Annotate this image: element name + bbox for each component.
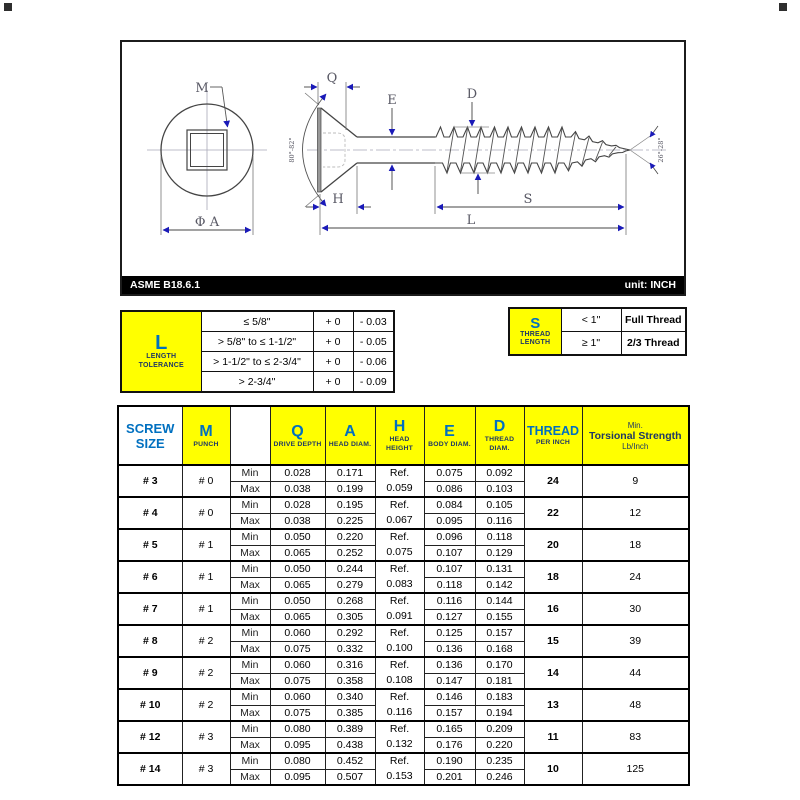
header-e-symbol: E <box>444 422 455 440</box>
s-symbol: S <box>530 314 541 332</box>
d-max-cell: 0.116 <box>475 513 524 529</box>
min-label-cell: Min <box>230 625 270 641</box>
thread-per-inch-cell: 11 <box>524 721 582 753</box>
h-ref-cell <box>375 721 424 753</box>
q-max-cell: 0.065 <box>270 577 325 593</box>
max-label-cell: Max <box>230 705 270 721</box>
header-strength-bottom: Lb/Inch <box>622 441 649 451</box>
tolerance-plus: + 0 <box>313 352 353 372</box>
a-min-cell: 0.171 <box>325 465 375 481</box>
corner-mark-left <box>4 3 12 11</box>
punch-size-cell: # 3 <box>182 721 230 753</box>
thread-per-inch-cell: 18 <box>524 561 582 593</box>
thread-per-inch-cell: 24 <box>524 465 582 497</box>
header-q-drive-depth <box>270 406 325 465</box>
spec-header-row <box>118 406 689 465</box>
e-max-cell: 0.095 <box>424 513 475 529</box>
thread-per-inch-cell: 15 <box>524 625 582 657</box>
l-symbol: L <box>155 332 168 354</box>
thread-per-inch-cell: 13 <box>524 689 582 721</box>
torsional-strength-cell: 12 <box>582 497 689 529</box>
header-e-body-diam <box>424 406 475 465</box>
d-min-cell: 0.209 <box>475 721 524 737</box>
d-min-cell: 0.092 <box>475 465 524 481</box>
standard-name: ASME B18.6.1 <box>130 279 201 291</box>
spec-row-min <box>118 593 689 609</box>
punch-size-cell: # 2 <box>182 689 230 721</box>
corner-mark-right <box>779 3 787 11</box>
d-max-cell: 0.246 <box>475 769 524 785</box>
q-min-cell: 0.050 <box>270 593 325 609</box>
thread-length-symbol-cell <box>509 308 561 355</box>
min-label-cell: Min <box>230 753 270 769</box>
header-strength-mid: Torsional Strength <box>588 429 682 442</box>
min-label-cell: Min <box>230 657 270 673</box>
h-ref-value: 0.100 <box>386 642 413 654</box>
thread-per-inch-cell: 22 <box>524 497 582 529</box>
s-title-line1: THREAD <box>520 330 551 338</box>
h-ref-value: 0.083 <box>386 578 413 590</box>
a-min-cell: 0.316 <box>325 657 375 673</box>
h-ref-cell <box>375 689 424 721</box>
length-range: > 1-1/2" to ≤ 2-3/4" <box>201 352 313 372</box>
e-min-cell: 0.107 <box>424 561 475 577</box>
tolerance-minus: - 0.09 <box>353 372 394 393</box>
screw-size-cell: # 8 <box>118 625 182 657</box>
e-min-cell: 0.125 <box>424 625 475 641</box>
a-min-cell: 0.340 <box>325 689 375 705</box>
thread-range: ≥ 1" <box>561 332 621 356</box>
min-label-cell: Min <box>230 593 270 609</box>
spec-row-min <box>118 753 689 769</box>
max-label-cell: Max <box>230 577 270 593</box>
d-max-cell: 0.142 <box>475 577 524 593</box>
torsional-strength-cell: 30 <box>582 593 689 625</box>
e-max-cell: 0.127 <box>424 609 475 625</box>
torsional-strength-cell: 44 <box>582 657 689 689</box>
min-label-cell: Min <box>230 721 270 737</box>
a-max-cell: 0.225 <box>325 513 375 529</box>
spec-row-min <box>118 465 689 481</box>
q-min-cell: 0.050 <box>270 561 325 577</box>
e-max-cell: 0.147 <box>424 673 475 689</box>
e-min-cell: 0.165 <box>424 721 475 737</box>
e-min-cell: 0.190 <box>424 753 475 769</box>
tolerance-minus: - 0.03 <box>353 311 394 332</box>
a-max-cell: 0.332 <box>325 641 375 657</box>
header-h-symbol: H <box>393 418 406 435</box>
h-ref-cell <box>375 465 424 497</box>
d-min-cell: 0.131 <box>475 561 524 577</box>
a-min-cell: 0.292 <box>325 625 375 641</box>
min-label-cell: Min <box>230 689 270 705</box>
spec-row-min <box>118 497 689 513</box>
head-top-view <box>147 81 267 235</box>
max-label-cell: Max <box>230 481 270 497</box>
label-head-angle: 80°-82° <box>288 137 296 163</box>
head-flat-edge <box>318 108 322 192</box>
header-m-sub: PUNCH <box>193 440 219 448</box>
header-strength-top: Min. <box>627 420 643 430</box>
header-torsional-strength <box>582 406 689 465</box>
h-ref-cell <box>375 625 424 657</box>
punch-size-cell: # 0 <box>182 465 230 497</box>
tolerance-plus: + 0 <box>313 332 353 352</box>
min-label-cell: Min <box>230 529 270 545</box>
spec-row-min <box>118 657 689 673</box>
header-e-sub: BODY DIAM. <box>428 440 471 448</box>
e-max-cell: 0.136 <box>424 641 475 657</box>
screw-size-cell: # 14 <box>118 753 182 785</box>
a-min-cell: 0.195 <box>325 497 375 513</box>
max-label-cell: Max <box>230 673 270 689</box>
q-min-cell: 0.060 <box>270 657 325 673</box>
header-m-punch <box>182 406 230 465</box>
a-max-cell: 0.358 <box>325 673 375 689</box>
length-tolerance-row <box>121 311 394 332</box>
a-max-cell: 0.305 <box>325 609 375 625</box>
header-d-symbol: D <box>493 418 506 435</box>
h-ref-label: Ref. <box>389 755 410 767</box>
screw-size-cell: # 12 <box>118 721 182 753</box>
e-max-cell: 0.157 <box>424 705 475 721</box>
q-min-cell: 0.028 <box>270 497 325 513</box>
h-ref-cell <box>375 497 424 529</box>
header-h-head-height <box>375 406 424 465</box>
d-min-cell: 0.118 <box>475 529 524 545</box>
torsional-strength-cell: 9 <box>582 465 689 497</box>
q-min-cell: 0.050 <box>270 529 325 545</box>
d-min-cell: 0.235 <box>475 753 524 769</box>
thread-length-row <box>509 308 686 332</box>
label-phi-a: Φ A <box>194 215 220 230</box>
punch-size-cell: # 1 <box>182 529 230 561</box>
e-max-cell: 0.201 <box>424 769 475 785</box>
length-range: > 2-3/4" <box>201 372 313 393</box>
h-ref-value: 0.116 <box>386 706 413 718</box>
label-e: E <box>387 93 397 108</box>
torsional-strength-cell: 18 <box>582 529 689 561</box>
header-q-sub: DRIVE DEPTH <box>273 440 322 448</box>
min-label-cell: Min <box>230 497 270 513</box>
label-s: S <box>523 192 533 207</box>
d-min-cell: 0.144 <box>475 593 524 609</box>
screw-size-cell: # 5 <box>118 529 182 561</box>
q-max-cell: 0.075 <box>270 641 325 657</box>
a-max-cell: 0.385 <box>325 705 375 721</box>
max-label-cell: Max <box>230 545 270 561</box>
spec-row-min <box>118 721 689 737</box>
h-ref-label: Ref. <box>389 659 410 671</box>
h-ref-label: Ref. <box>389 531 410 543</box>
a-min-cell: 0.452 <box>325 753 375 769</box>
spec-table-body <box>118 465 689 785</box>
tolerance-plus: + 0 <box>313 372 353 393</box>
h-ref-label: Ref. <box>389 499 410 511</box>
max-label-cell: Max <box>230 513 270 529</box>
q-max-cell: 0.038 <box>270 481 325 497</box>
h-ref-label: Ref. <box>389 691 410 703</box>
header-d-thread-diam <box>475 406 524 465</box>
thread-length-table <box>508 307 687 356</box>
header-d-sub: THREAD DIAM. <box>484 436 515 452</box>
e-max-cell: 0.107 <box>424 545 475 561</box>
header-a-head-diam <box>325 406 375 465</box>
a-min-cell: 0.244 <box>325 561 375 577</box>
a-max-cell: 0.252 <box>325 545 375 561</box>
spec-row-min <box>118 689 689 705</box>
screw-spec-table <box>117 405 690 786</box>
h-ref-cell <box>375 561 424 593</box>
e-min-cell: 0.146 <box>424 689 475 705</box>
q-min-cell: 0.060 <box>270 625 325 641</box>
thread-rule: Full Thread <box>621 308 686 332</box>
spec-row-min <box>118 529 689 545</box>
e-max-cell: 0.176 <box>424 737 475 753</box>
torsional-strength-cell: 48 <box>582 689 689 721</box>
d-max-cell: 0.194 <box>475 705 524 721</box>
screw-side-view <box>288 71 667 235</box>
d-min-cell: 0.157 <box>475 625 524 641</box>
d-min-cell: 0.183 <box>475 689 524 705</box>
thread-per-inch-cell: 14 <box>524 657 582 689</box>
spec-row-min <box>118 561 689 577</box>
h-ref-value: 0.132 <box>386 738 413 750</box>
e-min-cell: 0.136 <box>424 657 475 673</box>
punch-size-cell: # 3 <box>182 753 230 785</box>
h-ref-label: Ref. <box>389 723 410 735</box>
max-label-cell: Max <box>230 641 270 657</box>
max-label-cell: Max <box>230 737 270 753</box>
q-max-cell: 0.095 <box>270 769 325 785</box>
h-ref-cell <box>375 753 424 785</box>
screw-size-cell: # 6 <box>118 561 182 593</box>
h-ref-value: 0.067 <box>386 514 413 526</box>
punch-size-cell: # 1 <box>182 561 230 593</box>
e-min-cell: 0.075 <box>424 465 475 481</box>
length-range: > 5/8" to ≤ 1-1/2" <box>201 332 313 352</box>
h-ref-label: Ref. <box>389 627 410 639</box>
q-max-cell: 0.065 <box>270 545 325 561</box>
q-min-cell: 0.080 <box>270 721 325 737</box>
punch-size-cell: # 0 <box>182 497 230 529</box>
a-min-cell: 0.389 <box>325 721 375 737</box>
d-min-cell: 0.170 <box>475 657 524 673</box>
length-tolerance-table <box>120 310 395 393</box>
min-label-cell: Min <box>230 465 270 481</box>
thread-range: < 1" <box>561 308 621 332</box>
h-ref-value: 0.075 <box>386 546 413 558</box>
screw-size-cell: # 3 <box>118 465 182 497</box>
torsional-strength-cell: 125 <box>582 753 689 785</box>
torsional-strength-cell: 83 <box>582 721 689 753</box>
punch-size-cell: # 2 <box>182 657 230 689</box>
header-thread-sub: PER INCH <box>535 439 571 446</box>
e-min-cell: 0.084 <box>424 497 475 513</box>
d-min-cell: 0.105 <box>475 497 524 513</box>
min-label-cell: Min <box>230 561 270 577</box>
e-min-cell: 0.116 <box>424 593 475 609</box>
technical-drawing-panel <box>120 40 686 296</box>
screw-size-cell: # 10 <box>118 689 182 721</box>
d-max-cell: 0.168 <box>475 641 524 657</box>
screw-size-cell: # 7 <box>118 593 182 625</box>
h-ref-label: Ref. <box>389 595 410 607</box>
max-label-cell: Max <box>230 769 270 785</box>
h-ref-value: 0.153 <box>386 770 413 782</box>
a-min-cell: 0.268 <box>325 593 375 609</box>
header-screw-size: SCREW SIZE <box>118 406 182 465</box>
a-min-cell: 0.220 <box>325 529 375 545</box>
label-q: Q <box>326 71 338 86</box>
h-ref-label: Ref. <box>389 467 410 479</box>
h-ref-value: 0.091 <box>386 610 413 622</box>
h-ref-value: 0.059 <box>386 482 413 494</box>
thread-rule: 2/3 Thread <box>621 332 686 356</box>
punch-size-cell: # 1 <box>182 593 230 625</box>
q-min-cell: 0.080 <box>270 753 325 769</box>
length-tolerance-symbol-cell <box>121 311 201 392</box>
label-m: M <box>195 81 209 96</box>
s-title-line2: LENGTH <box>520 339 551 346</box>
torsional-strength-cell: 24 <box>582 561 689 593</box>
e-max-cell: 0.086 <box>424 481 475 497</box>
q-max-cell: 0.095 <box>270 737 325 753</box>
torsional-strength-cell: 39 <box>582 625 689 657</box>
q-max-cell: 0.075 <box>270 673 325 689</box>
h-ref-cell <box>375 657 424 689</box>
screw-size-cell: # 4 <box>118 497 182 529</box>
l-title-line2: TOLERANCE <box>138 361 184 369</box>
q-min-cell: 0.060 <box>270 689 325 705</box>
tolerance-minus: - 0.05 <box>353 332 394 352</box>
max-label-cell: Max <box>230 609 270 625</box>
thread-per-inch-cell: 20 <box>524 529 582 561</box>
label-l: L <box>466 213 476 228</box>
label-point-angle: 26°-28° <box>657 137 665 163</box>
header-thread-symbol: THREAD <box>526 424 580 438</box>
h-ref-label: Ref. <box>389 563 410 575</box>
punch-size-cell: # 2 <box>182 625 230 657</box>
header-minmax-spacer <box>230 406 270 465</box>
thread-per-inch-cell: 16 <box>524 593 582 625</box>
label-h: H <box>332 192 344 207</box>
label-d: D <box>466 87 478 102</box>
l-title-line1: LENGTH <box>146 353 177 360</box>
h-ref-cell <box>375 593 424 625</box>
h-ref-cell <box>375 529 424 561</box>
q-max-cell: 0.065 <box>270 609 325 625</box>
e-min-cell: 0.096 <box>424 529 475 545</box>
d-max-cell: 0.103 <box>475 481 524 497</box>
screw-size-cell: # 9 <box>118 657 182 689</box>
length-range: ≤ 5/8" <box>201 311 313 332</box>
spec-row-min <box>118 625 689 641</box>
header-a-symbol: A <box>344 422 356 440</box>
a-max-cell: 0.507 <box>325 769 375 785</box>
screw-drawing <box>122 42 684 276</box>
tolerance-plus: + 0 <box>313 311 353 332</box>
header-thread-per-inch <box>524 406 582 465</box>
a-max-cell: 0.279 <box>325 577 375 593</box>
header-q-symbol: Q <box>291 422 304 440</box>
unit-label: unit: INCH <box>624 279 676 291</box>
d-max-cell: 0.129 <box>475 545 524 561</box>
tolerance-minus: - 0.06 <box>353 352 394 372</box>
q-max-cell: 0.075 <box>270 705 325 721</box>
h-ref-value: 0.108 <box>386 674 413 686</box>
e-max-cell: 0.118 <box>424 577 475 593</box>
d-max-cell: 0.220 <box>475 737 524 753</box>
header-h-sub: HEAD HEIGHT <box>386 436 413 452</box>
q-min-cell: 0.028 <box>270 465 325 481</box>
q-max-cell: 0.038 <box>270 513 325 529</box>
header-a-sub: HEAD DIAM. <box>328 440 372 448</box>
thread-per-inch-cell: 10 <box>524 753 582 785</box>
standard-bar <box>122 276 684 294</box>
a-max-cell: 0.438 <box>325 737 375 753</box>
d-max-cell: 0.155 <box>475 609 524 625</box>
a-max-cell: 0.199 <box>325 481 375 497</box>
header-m-symbol: M <box>199 422 213 440</box>
d-max-cell: 0.181 <box>475 673 524 689</box>
